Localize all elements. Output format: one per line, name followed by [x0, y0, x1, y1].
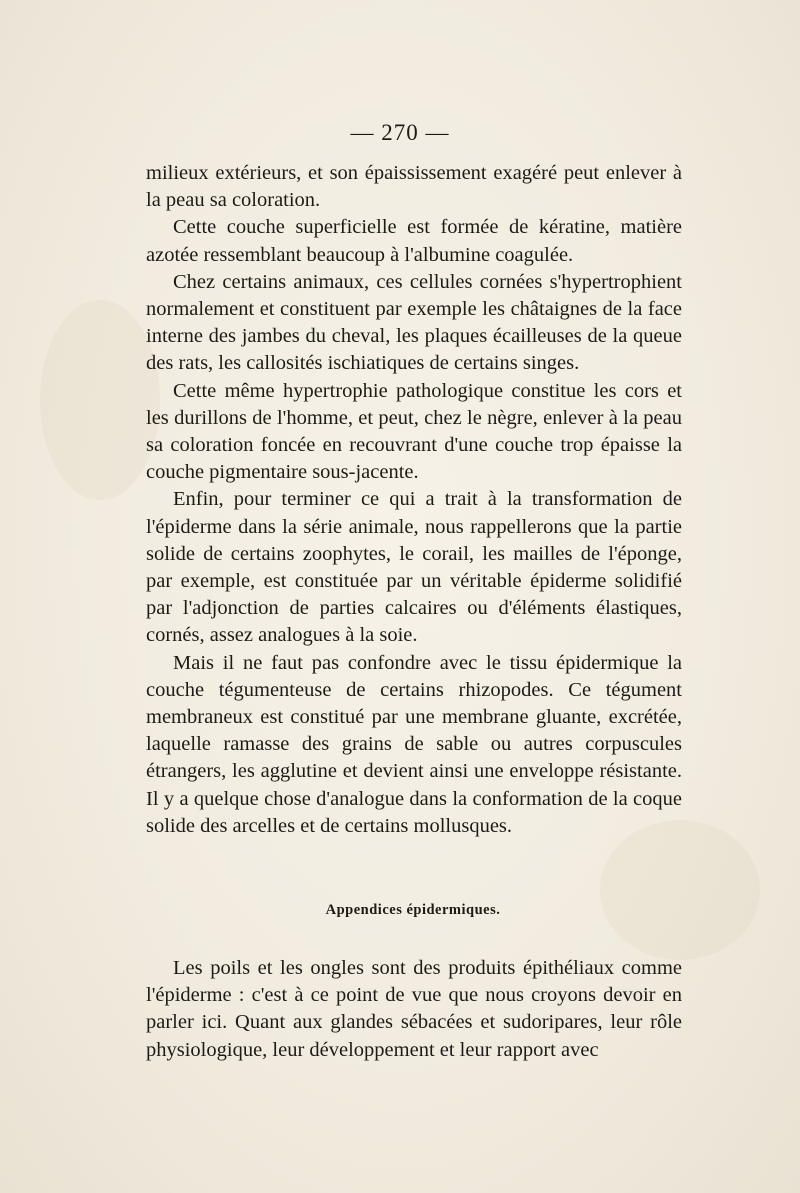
page-number: — 270 —: [350, 120, 450, 145]
paper-stain: [600, 820, 760, 960]
paragraph: Cette même hypertrophie pathologique constitue les cors et les durillons de l'homme, et peut, chez le nègre, enlever à la peau sa coloration foncée en recouvrant d'une couche trop épaisse la couche pigmentaire sous-jacente.: [146, 379, 682, 484]
section-heading: Appendices épidermiques.: [325, 902, 501, 918]
paragraph: milieux extérieurs, et son épaississement exagéré peut enlever à la peau sa coloration.: [146, 162, 682, 212]
body-text: [146, 160, 682, 840]
paragraph: Cette couche superficielle est formée de kératine, matière azotée ressemblant beaucoup à l'albumine coagulée.: [146, 216, 682, 266]
paragraph: Mais il ne faut pas confondre avec le tissu épidermique la couche tégumenteuse de certains rhizopodes. Ce tégument membraneux est constitué par une membrane gluante, excrétée, laquelle ramasse des grains de sable ou autres corpuscules étrangers, les agglutine et devient ainsi une enveloppe résistante. Il y a quelque chose d'analogue dans la conformation de la coque solide des arcelles et de certains mollusques.: [146, 651, 682, 837]
section-body-text: [146, 955, 682, 1064]
paragraph: Les poils et les ongles sont des produits épithéliaux comme l'épiderme : c'est à ce point de vue que nous croyons devoir en parler ici. Quant aux glandes sébacées et sudoripares, leur rôle physiologique, leur développement et leur rapport avec: [146, 957, 682, 1061]
paper-stain: [40, 300, 160, 500]
paragraph: Enfin, pour terminer ce qui a trait à la transformation de l'épiderme dans la série animale, nous rappellerons que la partie solide de certains zoophytes, le corail, les mailles de l'éponge, par exemple, est constituée par un véritable épiderme solidifié par l'adjonction de parties calcaires ou d'éléments élastiques, cornés, assez analogues à la soie.: [146, 488, 682, 647]
paragraph: Chez certains animaux, ces cellules cornées s'hypertrophient normalement et constituent par exemple les châtaignes de la face interne des jambes du cheval, les plaques écailleuses de la queue des rats, les callosités ischiatiques de certains singes.: [146, 270, 682, 375]
